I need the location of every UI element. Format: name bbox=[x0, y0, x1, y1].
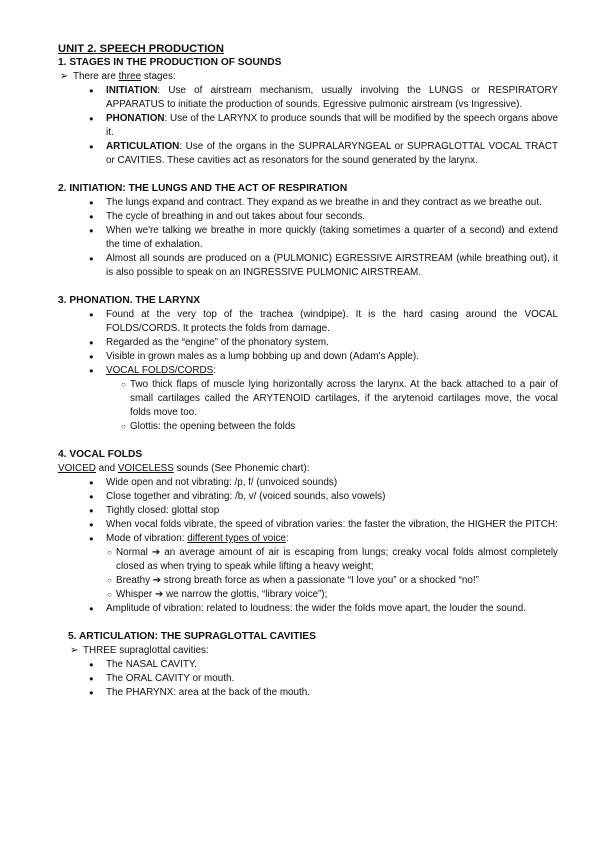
voice-modes-sublist bbox=[106, 546, 558, 602]
section-5 bbox=[58, 630, 558, 658]
list-item: ● Amplitude of vibration: related to loudness: the wider the folds move apart, the louder the sound. bbox=[106, 602, 558, 616]
vocal-folds-list bbox=[58, 476, 558, 616]
sub-list-item: ○ Breathy ➔ strong breath force as when a passionate “I love you” or a shocked “no!” bbox=[116, 574, 558, 588]
list-item: ● INITIATION: Use of airstream mechanism, usually involving the LUNGS or RESPIRATORY APPARATUS to initiate the production of sounds. Egressive pulmonic airstream (vs Ingressive). bbox=[106, 84, 558, 112]
list-item: ● Almost all sounds are produced on a (PULMONIC) EGRESSIVE AIRSTREAM (while breathing out), it is also possible to speak on an INGRESSIVE PULMONIC AIRSTREAM. bbox=[106, 252, 558, 280]
section-2-heading: 2. INITIATION: THE LUNGS AND THE ACT OF RESPIRATION bbox=[58, 183, 348, 194]
list-item: ● Regarded as the “engine” of the phonatory system. bbox=[106, 336, 558, 350]
sub-list-item: ○ Two thick flaps of muscle lying horizontally across the larynx. At the back attached to a pair of small cartilages called the ARYTENOID cartilages, if the arytenoid cartilages move, the vocal folds move too. bbox=[130, 378, 558, 420]
list-item: ● Wide open and not vibrating: /p, f/ (unvoiced sounds) bbox=[106, 476, 558, 490]
list-item: ● VOCAL FOLDS/CORDS: ○ Two thick flaps of muscle lying horizontally across the larynx. At the back attached to a pair of small cartilages called the ARYTENOID cartilages, if the arytenoid cartilages move, the vocal folds move too. ○ Glottis: the opening between the folds bbox=[106, 364, 558, 434]
list-item: ● The PHARYNX: area at the back of the mouth. bbox=[106, 686, 558, 700]
section-4-heading: 4. VOCAL FOLDS bbox=[58, 449, 143, 460]
larynx-list bbox=[58, 308, 558, 434]
list-item: ● Found at the very top of the trachea (windpipe). It is the hard casing around the VOCAL FOLDS/CORDS. It protects the folds from damage. bbox=[106, 308, 558, 336]
list-item: ● Visible in grown males as a lump bobbing up and down (Adam's Apple). bbox=[106, 350, 558, 364]
sub-list-item: ○ Whisper ➔ we narrow the glottis, “library voice”); bbox=[116, 588, 558, 602]
list-item: ● Close together and vibrating: /b, v/ (voiced sounds, also vowels) bbox=[106, 490, 558, 504]
list-item: ● The cycle of breathing in and out takes about four seconds. bbox=[106, 210, 558, 224]
vocal-folds-sublist bbox=[106, 378, 558, 434]
list-item: ● The lungs expand and contract. They expand as we breathe in and they contract as we breathe out. bbox=[106, 196, 558, 210]
intro-text: There are three stages: bbox=[73, 71, 176, 82]
voiced-voiceless-line: VOICED and VOICELESS sounds (See Phonemic chart): bbox=[58, 463, 310, 474]
document-page bbox=[58, 42, 558, 700]
list-item: ● When vocal folds vibrate, the speed of vibration varies: the faster the vibration, the HIGHER the PITCH: bbox=[106, 518, 558, 532]
sub-list-item: ○ Glottis: the opening between the folds bbox=[130, 420, 558, 434]
section-1-intro bbox=[58, 70, 558, 84]
arrow-bullet-icon: ➢ bbox=[60, 71, 69, 82]
section-5-heading: 5. ARTICULATION: THE SUPRAGLOTTAL CAVITIES bbox=[68, 631, 316, 642]
section-5-intro bbox=[68, 644, 558, 658]
list-item: ● The ORAL CAVITY or mouth. bbox=[106, 672, 558, 686]
list-item: ● The NASAL CAVITY. bbox=[106, 658, 558, 672]
list-item: ● Tightly closed: glottal stop bbox=[106, 504, 558, 518]
arrow-bullet-icon: ➢ bbox=[70, 645, 79, 656]
list-item: ● Mode of vibration: different types of voice: ○ Normal ➔ an average amount of air is escaping from lungs; creaky vocal folds almost completely closed as when trying to speak while lifting a heavy weight; ○ Breathy ➔ strong breath force as when a passionate “I love you” or a shocked “no!” ○ Whisper ➔ we narrow the glottis, “library voice”); bbox=[106, 532, 558, 602]
cavities-list bbox=[58, 658, 558, 700]
list-item: ● When we're talking we breathe in more quickly (taking sometimes a quarter of a second) and extend the time of exhalation. bbox=[106, 224, 558, 252]
unit-title: UNIT 2. SPEECH PRODUCTION bbox=[58, 43, 224, 55]
list-item: ● ARTICULATION: Use of the organs in the SUPRALARYNGEAL or SUPRAGLOTTAL VOCAL TRACT or CAVITIES. These cavities act as resonators for the sound generated by the larynx. bbox=[106, 140, 558, 168]
sub-list-item: ○ Normal ➔ an average amount of air is escaping from lungs; creaky vocal folds almost completely closed as when trying to speak while lifting a heavy weight; bbox=[116, 546, 558, 574]
intro-text: THREE supraglottal cavities: bbox=[83, 645, 209, 656]
stages-list bbox=[58, 84, 558, 168]
section-3-heading: 3. PHONATION. THE LARYNX bbox=[58, 295, 201, 306]
list-item: ● PHONATION: Use of the LARYNX to produce sounds that will be modified by the speech organs above it. bbox=[106, 112, 558, 140]
section-1-heading: 1. STAGES IN THE PRODUCTION OF SOUNDS bbox=[58, 57, 282, 68]
initiation-list bbox=[58, 196, 558, 280]
